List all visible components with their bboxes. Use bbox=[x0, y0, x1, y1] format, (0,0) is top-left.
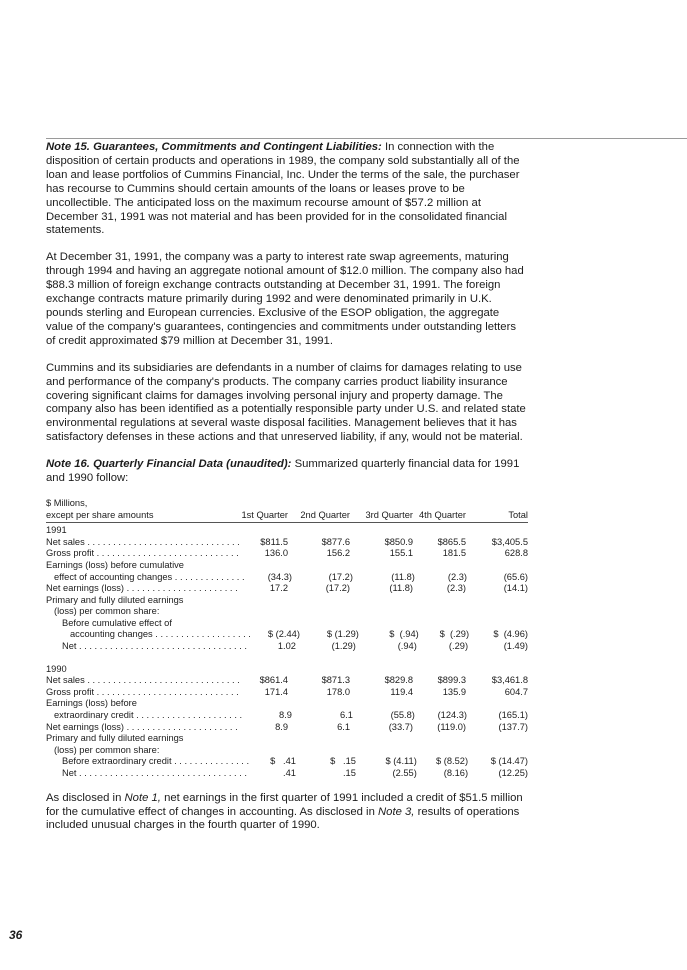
table-row bbox=[46, 710, 528, 722]
cell: $861.4 bbox=[259, 675, 288, 686]
cell: (124.3) bbox=[437, 710, 468, 721]
table-row-label bbox=[46, 560, 528, 572]
row-label: effect of accounting changes . . . bbox=[46, 572, 245, 584]
cell: $871.3 bbox=[321, 675, 350, 686]
table-row bbox=[46, 537, 528, 549]
table-row-label bbox=[46, 733, 528, 745]
cell: (34.3) bbox=[267, 571, 292, 582]
cell: (17.2) bbox=[325, 583, 350, 594]
cell: (11.8) bbox=[389, 583, 413, 594]
row-label: Net earnings (loss) . . . bbox=[46, 583, 240, 595]
cell: $3,461.8 bbox=[491, 675, 528, 686]
year-row bbox=[46, 525, 528, 537]
row-label: Primary and fully diluted earnings bbox=[46, 733, 184, 744]
note16-closing bbox=[46, 792, 528, 834]
cell: $ .15 bbox=[330, 756, 356, 767]
page-number: 36 bbox=[9, 928, 23, 942]
table-row-label bbox=[46, 698, 528, 710]
cell: (12.25) bbox=[498, 768, 528, 778]
table-row-label bbox=[46, 745, 528, 757]
table-row bbox=[46, 722, 528, 734]
note15-paragraph-2: At December 31, 1991, the company was a party to interest rate swap agreements, maturing through 1994 and having an aggregate notional amount of $12.0 million. The company also had $88.3 million of foreign exchange contracts outstanding at December 31, 1991. The foreign exchange contracts mature primarily during 1992 and were denominated primarily in U.K. pounds sterling and European currencies. Exclusive of the ESOP obligation, the aggregate value of the company's guarantees, contingencies and commitments under outstanding letters of credit approximated $79 million at December 31, 1991. bbox=[46, 251, 524, 347]
note3-reference: Note 3, bbox=[378, 805, 415, 818]
cell: $811.5 bbox=[260, 536, 288, 547]
cell: 8.9 bbox=[275, 721, 288, 732]
table-header bbox=[46, 498, 528, 523]
cell: $877.6 bbox=[321, 536, 350, 547]
cell: $829.8 bbox=[384, 675, 413, 686]
col-header: 3rd Quarter bbox=[365, 509, 413, 520]
cell: 17.2 bbox=[269, 583, 288, 594]
row-label: Earnings (loss) before cumulative bbox=[46, 559, 184, 570]
cell: 8.9 bbox=[279, 710, 292, 721]
unit-line-2: except per share amounts bbox=[46, 509, 154, 520]
table-row bbox=[46, 756, 528, 768]
cell: 171.4 bbox=[264, 686, 288, 697]
table-row bbox=[46, 629, 528, 641]
row-label: Primary and fully diluted earnings bbox=[46, 594, 184, 605]
unit-line-1: $ Millions, bbox=[46, 497, 88, 508]
col-header: 1st Quarter bbox=[241, 509, 288, 520]
row-label: accounting changes . . . bbox=[46, 629, 254, 641]
table-row bbox=[46, 583, 528, 595]
cell: (2.55) bbox=[392, 768, 417, 778]
cell: (165.1) bbox=[498, 710, 528, 721]
note15-text-1: In connection with the disposition of certain products and operations in 1989, the company sold substantially all of the loan and lease portfolios of Cummins Financial, Inc. Under the terms of the sale, the purchaser has recourse to Cummins should certain amounts of the loans or leases prove to be uncollectible. The anticipated loss on the maximum recourse amount of $57.2 million at December 31, 1991 was not material and has been provided for in the consolidated financial statements. bbox=[46, 141, 520, 237]
closing-text-a: As disclosed in bbox=[46, 791, 125, 804]
cell: (11.8) bbox=[391, 571, 415, 582]
year-label: 1990 bbox=[46, 663, 67, 674]
cell: 155.1 bbox=[389, 548, 413, 559]
closing-text-c: results of operations included unusual charges in the fourth quarter of 1990. bbox=[46, 805, 520, 832]
cell: 119.4 bbox=[390, 686, 413, 697]
row-label: Net . . . bbox=[46, 768, 250, 780]
table-row-label bbox=[46, 606, 528, 618]
cell: (2.3) bbox=[447, 571, 468, 582]
row-label: Net . . . bbox=[46, 641, 250, 653]
row-label: Net sales . . . bbox=[46, 675, 240, 687]
cell: 156.2 bbox=[326, 548, 350, 559]
year-row bbox=[46, 664, 528, 676]
cell: 136.0 bbox=[264, 548, 288, 559]
col-header: 2nd Quarter bbox=[300, 509, 350, 520]
cell: (1.29) bbox=[331, 641, 356, 652]
cell: .41 bbox=[283, 768, 296, 778]
cell: 135.9 bbox=[442, 686, 466, 697]
table-row-label bbox=[46, 618, 528, 630]
cell: (.29) bbox=[448, 641, 469, 652]
notes-body bbox=[46, 141, 528, 846]
table-row bbox=[46, 768, 528, 780]
row-label: Before cumulative effect of bbox=[62, 617, 172, 628]
col-header: Total bbox=[508, 509, 528, 520]
cell: $ (.94) bbox=[389, 629, 419, 640]
row-label: Gross profit . . . bbox=[46, 548, 240, 560]
note15-paragraph-1 bbox=[46, 141, 528, 238]
cell: (8.16) bbox=[443, 768, 469, 778]
cell: 1.02 bbox=[277, 641, 296, 652]
cell: 604.7 bbox=[504, 686, 528, 697]
cell: (.94) bbox=[397, 641, 417, 652]
cell: $850.9 bbox=[384, 536, 413, 547]
table-row bbox=[46, 548, 528, 560]
note15-paragraph-3: Cummins and its subsidiaries are defendants in a number of claims for damages relating to use and performance of the company's products. The company carries product liability insurance covering significant claims for damages involving personal injury and property damage. The company also has been identified as a potentially responsible party under U.S. and related state environmental regulations at several waste disposal facilities. Management believes that it has satisfactory defenses in these actions and that unreserved liability, if any, would not be material. bbox=[46, 361, 526, 444]
row-label: Net sales . . . bbox=[46, 537, 240, 549]
cell: (119.0) bbox=[437, 721, 466, 732]
col-header: 4th Quarter bbox=[418, 509, 466, 520]
cell: $3,405.5 bbox=[491, 536, 528, 547]
cell: (55.8) bbox=[390, 710, 415, 721]
quarterly-table bbox=[46, 498, 528, 780]
unit-label bbox=[46, 498, 240, 521]
cell: 628.8 bbox=[504, 548, 528, 559]
row-label: extraordinary credit . . . bbox=[46, 710, 245, 722]
table-row bbox=[46, 572, 528, 584]
cell: $ (4.11) bbox=[385, 756, 417, 767]
cell: (1.49) bbox=[503, 641, 528, 652]
cell: $ (.29) bbox=[439, 629, 470, 640]
cell: $ (4.96) bbox=[493, 629, 528, 640]
cell: (65.6) bbox=[503, 571, 528, 582]
cell: 6.1 bbox=[337, 721, 350, 732]
cell: (17.2) bbox=[328, 571, 353, 582]
note16-intro-text: Summarized quarterly financial data for 1991 and 1990 follow: bbox=[46, 458, 520, 485]
cell: $ (1.29) bbox=[326, 629, 359, 640]
table-row-label bbox=[46, 595, 528, 607]
row-label: Before extraordinary credit . . . bbox=[46, 756, 250, 768]
row-label: Gross profit . . . bbox=[46, 687, 240, 699]
cell: $899.3 bbox=[437, 675, 466, 686]
cell: $ (8.52) bbox=[436, 756, 469, 767]
table-row bbox=[46, 675, 528, 687]
row-label: (loss) per common share: bbox=[54, 606, 160, 617]
note1-reference: Note 1, bbox=[124, 791, 161, 804]
top-rule bbox=[46, 138, 687, 139]
row-label: Earnings (loss) before bbox=[46, 698, 137, 709]
cell: $ (14.47) bbox=[490, 756, 528, 767]
cell: 181.5 bbox=[442, 548, 466, 559]
cell: (2.3) bbox=[446, 583, 466, 594]
cell: $ (2.44) bbox=[267, 629, 300, 640]
table-row bbox=[46, 687, 528, 699]
table-row bbox=[46, 641, 528, 653]
year-label: 1991 bbox=[46, 525, 67, 536]
note15-heading: Note 15. Guarantees, Commitments and Contingent Liabilities: bbox=[46, 141, 382, 153]
note16-intro bbox=[46, 458, 528, 486]
cell: 178.0 bbox=[326, 686, 350, 697]
cell: $ .41 bbox=[270, 756, 296, 767]
row-label: Net earnings (loss) . . . bbox=[46, 722, 240, 734]
cell: (33.7) bbox=[388, 721, 413, 732]
cell: (14.1) bbox=[503, 583, 528, 594]
row-label: (loss) per common share: bbox=[54, 744, 160, 755]
closing-text-b: net earnings in the first quarter of 1991 included a credit of $51.5 million for the cumulative effect of changes in accounting. As disclosed in bbox=[46, 791, 523, 818]
note16-heading: Note 16. Quarterly Financial Data (unaudited): bbox=[46, 458, 292, 471]
cell: 6.1 bbox=[340, 710, 353, 721]
cell: .15 bbox=[342, 768, 356, 778]
cell: $865.5 bbox=[437, 536, 466, 547]
cell: (137.7) bbox=[498, 721, 528, 732]
